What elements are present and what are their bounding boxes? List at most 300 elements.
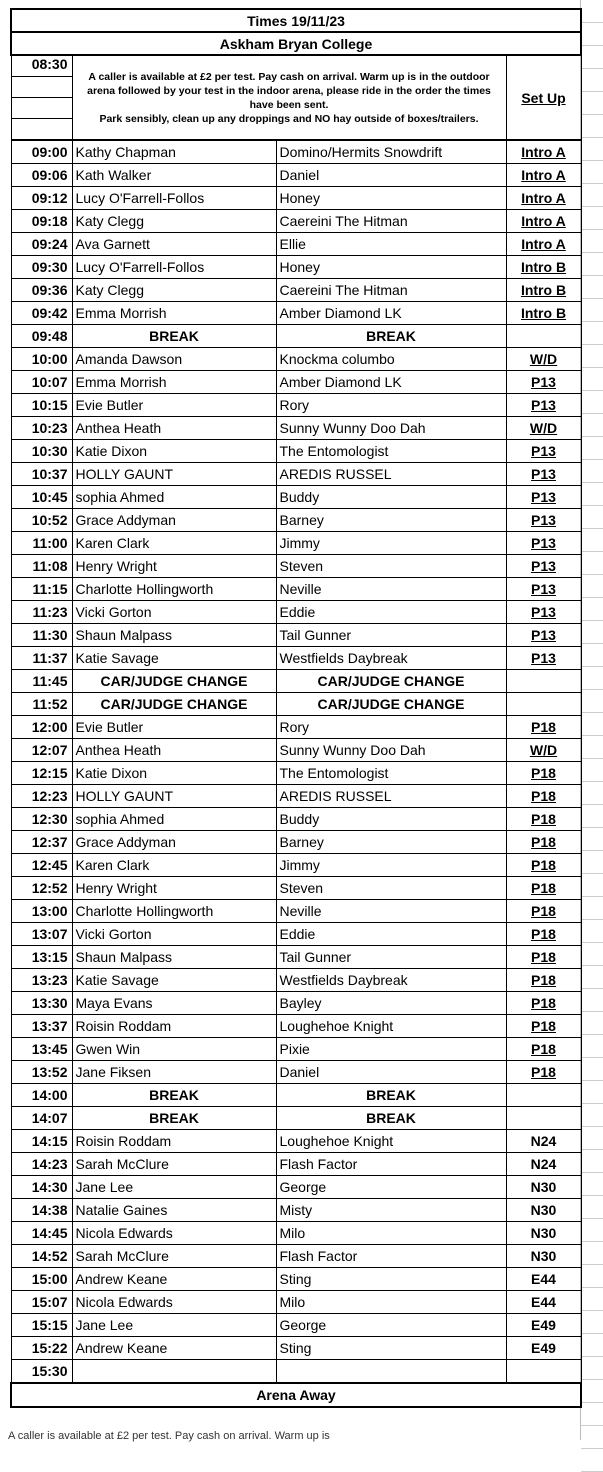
table-row <box>11 164 581 187</box>
rider-cell: Roisin Roddam <box>72 1015 276 1038</box>
table-row <box>11 440 581 463</box>
cut-off-footer-text: A caller is available at £2 per test. Pay cash on arrival. Warm up is <box>8 1430 330 1442</box>
table-row <box>11 854 581 877</box>
time-cell: 09:06 <box>11 164 72 187</box>
time-cell: 10:52 <box>11 509 72 532</box>
grid-line <box>581 92 603 115</box>
test-cell: P13 <box>506 624 581 647</box>
rider-cell: Jane Fiksen <box>72 1061 276 1084</box>
test-cell: Intro B <box>506 302 581 325</box>
time-cell: 12:45 <box>11 854 72 877</box>
horse-cell: Barney <box>276 831 506 854</box>
grid-line <box>581 966 603 989</box>
horse-cell: Buddy <box>276 808 506 831</box>
intro-spacer-cell <box>11 98 72 119</box>
horse-cell: Ellie <box>276 233 506 256</box>
rider-cell: Sarah McClure <box>72 1245 276 1268</box>
grid-line <box>581 1173 603 1196</box>
rider-cell: Karen Clark <box>72 532 276 555</box>
horse-cell: Flash Factor <box>276 1153 506 1176</box>
grid-line <box>581 1265 603 1288</box>
table-row <box>11 762 581 785</box>
test-cell <box>506 1360 581 1384</box>
horse-cell: AREDIS RUSSEL <box>276 463 506 486</box>
test-cell: P18 <box>506 831 581 854</box>
time-cell: 13:00 <box>11 900 72 923</box>
time-cell: 14:30 <box>11 1176 72 1199</box>
horse-cell: Bayley <box>276 992 506 1015</box>
test-cell: P13 <box>506 440 581 463</box>
test-cell: W/D <box>506 417 581 440</box>
horse-cell: George <box>276 1314 506 1337</box>
test-cell: P13 <box>506 463 581 486</box>
test-cell: Intro B <box>506 279 581 302</box>
rider-cell: Katie Savage <box>72 647 276 670</box>
rider-cell: Katie Dixon <box>72 440 276 463</box>
rider-cell: Kath Walker <box>72 164 276 187</box>
intro-time: 08:30 <box>11 55 72 77</box>
rider-cell: Emma Morrish <box>72 302 276 325</box>
test-cell: E49 <box>506 1314 581 1337</box>
grid-line <box>581 874 603 897</box>
grid-line <box>581 805 603 828</box>
table-row <box>11 532 581 555</box>
table-row <box>11 693 581 716</box>
test-cell: E44 <box>506 1268 581 1291</box>
test-cell: P18 <box>506 785 581 808</box>
date-title: Times 19/11/23 <box>11 9 581 32</box>
horse-cell: Daniel <box>276 164 506 187</box>
table-row <box>11 371 581 394</box>
test-cell: P13 <box>506 578 581 601</box>
grid-line <box>581 713 603 736</box>
test-cell: P13 <box>506 371 581 394</box>
time-cell: 12:07 <box>11 739 72 762</box>
table-row <box>11 900 581 923</box>
time-cell: 13:30 <box>11 992 72 1015</box>
notice-line-2: Park sensibly, clean up any droppings and NO hay outside of boxes/trailers. <box>99 112 479 125</box>
time-cell: 14:00 <box>11 1084 72 1107</box>
test-cell: N30 <box>506 1176 581 1199</box>
time-cell: 12:52 <box>11 877 72 900</box>
test-cell: P13 <box>506 601 581 624</box>
horse-cell: George <box>276 1176 506 1199</box>
time-cell: 11:23 <box>11 601 72 624</box>
grid-line <box>581 1449 603 1472</box>
table-row <box>11 1245 581 1268</box>
horse-cell: Daniel <box>276 1061 506 1084</box>
table-row <box>11 325 581 348</box>
rider-cell: Lucy O'Farrell-Follos <box>72 256 276 279</box>
rider-cell: Charlotte Hollingworth <box>72 900 276 923</box>
test-cell: P13 <box>506 647 581 670</box>
time-cell: 13:15 <box>11 946 72 969</box>
grid-line <box>581 322 603 345</box>
time-cell: 10:15 <box>11 394 72 417</box>
table-row <box>11 969 581 992</box>
time-cell: 09:00 <box>11 140 72 164</box>
horse-cell: Steven <box>276 877 506 900</box>
horse-cell: Neville <box>276 900 506 923</box>
table-row <box>11 140 581 164</box>
rider-cell: Karen Clark <box>72 854 276 877</box>
grid-line <box>581 1081 603 1104</box>
time-cell: 09:30 <box>11 256 72 279</box>
table-row <box>11 233 581 256</box>
test-cell: Intro A <box>506 140 581 164</box>
time-cell: 12:30 <box>11 808 72 831</box>
grid-line <box>581 1035 603 1058</box>
time-cell: 14:07 <box>11 1107 72 1130</box>
test-cell: Intro A <box>506 187 581 210</box>
rider-cell: Vicki Gorton <box>72 601 276 624</box>
horse-cell: Sunny Wunny Doo Dah <box>276 739 506 762</box>
horse-cell: The Entomologist <box>276 440 506 463</box>
horse-cell: Sting <box>276 1268 506 1291</box>
grid-line <box>581 506 603 529</box>
test-cell <box>506 693 581 716</box>
horse-cell: Rory <box>276 394 506 417</box>
intro-spacer-cell <box>11 119 72 141</box>
horse-cell: Sunny Wunny Doo Dah <box>276 417 506 440</box>
rider-cell: Sarah McClure <box>72 1153 276 1176</box>
time-cell: 11:52 <box>11 693 72 716</box>
grid-line <box>581 115 603 138</box>
horse-cell: Eddie <box>276 923 506 946</box>
rider-cell: Gwen Win <box>72 1038 276 1061</box>
test-cell <box>506 670 581 693</box>
grid-line <box>581 138 603 161</box>
test-cell: P18 <box>506 946 581 969</box>
grid-line <box>581 207 603 230</box>
horse-cell: Eddie <box>276 601 506 624</box>
time-cell: 11:45 <box>11 670 72 693</box>
time-cell: 14:38 <box>11 1199 72 1222</box>
rider-cell: Amanda Dawson <box>72 348 276 371</box>
grid-line <box>581 1196 603 1219</box>
grid-line <box>581 1058 603 1081</box>
test-cell: N30 <box>506 1199 581 1222</box>
grid-line <box>581 276 603 299</box>
time-cell: 11:08 <box>11 555 72 578</box>
test-cell: P13 <box>506 486 581 509</box>
horse-cell: Honey <box>276 256 506 279</box>
grid-line <box>581 782 603 805</box>
grid-line <box>581 161 603 184</box>
rider-cell <box>72 1360 276 1384</box>
test-cell: W/D <box>506 348 581 371</box>
time-cell: 14:23 <box>11 1153 72 1176</box>
time-cell: 14:15 <box>11 1130 72 1153</box>
grid-line <box>581 851 603 874</box>
test-cell: N30 <box>506 1245 581 1268</box>
test-cell: P18 <box>506 900 581 923</box>
table-row <box>11 279 581 302</box>
test-cell: Intro A <box>506 164 581 187</box>
horse-cell: Milo <box>276 1222 506 1245</box>
horse-cell: Rory <box>276 716 506 739</box>
table-row <box>11 624 581 647</box>
time-cell: 15:15 <box>11 1314 72 1337</box>
test-cell: P18 <box>506 877 581 900</box>
time-cell: 13:45 <box>11 1038 72 1061</box>
rider-cell: Katy Clegg <box>72 279 276 302</box>
table-row <box>11 1015 581 1038</box>
horse-cell: Flash Factor <box>276 1245 506 1268</box>
grid-line <box>581 1311 603 1334</box>
rider-cell: Grace Addyman <box>72 831 276 854</box>
grid-line <box>581 759 603 782</box>
horse-cell: AREDIS RUSSEL <box>276 785 506 808</box>
time-cell: 15:22 <box>11 1337 72 1360</box>
rider-cell: Roisin Roddam <box>72 1130 276 1153</box>
grid-line <box>581 1334 603 1357</box>
rider-cell: Lucy O'Farrell-Follos <box>72 187 276 210</box>
rider-cell: Katie Dixon <box>72 762 276 785</box>
table-row <box>11 187 581 210</box>
table-row <box>11 578 581 601</box>
rider-cell: Andrew Keane <box>72 1337 276 1360</box>
time-cell: 13:07 <box>11 923 72 946</box>
horse-cell: Domino/Hermits Snowdrift <box>276 140 506 164</box>
grid-line <box>581 368 603 391</box>
time-cell: 09:12 <box>11 187 72 210</box>
grid-line <box>581 1403 603 1426</box>
test-cell: P18 <box>506 854 581 877</box>
grid-line <box>581 621 603 644</box>
spreadsheet-grid-edge <box>580 0 603 1440</box>
rider-cell: BREAK <box>72 325 276 348</box>
grid-line <box>581 989 603 1012</box>
rider-cell: CAR/JUDGE CHANGE <box>72 670 276 693</box>
table-row <box>11 923 581 946</box>
rider-cell: Evie Butler <box>72 716 276 739</box>
rider-cell: Maya Evans <box>72 992 276 1015</box>
rider-cell: Henry Wright <box>72 555 276 578</box>
horse-cell: Jimmy <box>276 854 506 877</box>
horse-cell: Barney <box>276 509 506 532</box>
horse-cell: Sting <box>276 1337 506 1360</box>
test-cell: P13 <box>506 509 581 532</box>
grid-line <box>581 1219 603 1242</box>
rider-cell: Andrew Keane <box>72 1268 276 1291</box>
rider-cell: Shaun Malpass <box>72 624 276 647</box>
time-cell: 10:07 <box>11 371 72 394</box>
horse-cell: Caereini The Hitman <box>276 210 506 233</box>
table-row <box>11 647 581 670</box>
time-cell: 14:45 <box>11 1222 72 1245</box>
rider-cell: BREAK <box>72 1084 276 1107</box>
rider-cell: Ava Garnett <box>72 233 276 256</box>
table-row <box>11 1153 581 1176</box>
test-cell: W/D <box>506 739 581 762</box>
table-row <box>11 555 581 578</box>
test-cell <box>506 325 581 348</box>
time-cell: 11:00 <box>11 532 72 555</box>
time-cell: 13:52 <box>11 1061 72 1084</box>
rider-cell: Nicola Edwards <box>72 1291 276 1314</box>
table-row <box>11 601 581 624</box>
table-row <box>11 1107 581 1130</box>
grid-line <box>581 0 603 23</box>
horse-cell: Jimmy <box>276 532 506 555</box>
rider-cell: Jane Lee <box>72 1176 276 1199</box>
table-row <box>11 463 581 486</box>
time-cell: 14:52 <box>11 1245 72 1268</box>
table-row <box>11 302 581 325</box>
rider-cell: sophia Ahmed <box>72 486 276 509</box>
grid-line <box>581 437 603 460</box>
horse-cell: Milo <box>276 1291 506 1314</box>
test-cell: E44 <box>506 1291 581 1314</box>
rider-cell: sophia Ahmed <box>72 808 276 831</box>
table-row <box>11 946 581 969</box>
time-cell: 10:30 <box>11 440 72 463</box>
grid-line <box>581 1150 603 1173</box>
table-row <box>11 1084 581 1107</box>
rider-cell: CAR/JUDGE CHANGE <box>72 693 276 716</box>
grid-line <box>581 1288 603 1311</box>
table-row <box>11 417 581 440</box>
time-cell: 15:07 <box>11 1291 72 1314</box>
grid-line <box>581 897 603 920</box>
grid-line <box>581 1380 603 1403</box>
table-row <box>11 1360 581 1384</box>
table-row <box>11 1176 581 1199</box>
grid-line <box>581 230 603 253</box>
horse-cell: Neville <box>276 578 506 601</box>
table-row <box>11 1130 581 1153</box>
notice-line-1: A caller is available at £2 per test. Pay cash on arrival. Warm up is in the outdoor arena followed by your test in the indoor arena, please ride in the order the times have been sent. <box>87 70 491 111</box>
rider-cell: Vicki Gorton <box>72 923 276 946</box>
grid-line <box>581 23 603 46</box>
horse-cell: Caereini The Hitman <box>276 279 506 302</box>
rider-cell: Grace Addyman <box>72 509 276 532</box>
horse-cell: Amber Diamond LK <box>276 302 506 325</box>
rider-cell: Katie Savage <box>72 969 276 992</box>
time-cell: 13:37 <box>11 1015 72 1038</box>
table-row <box>11 1268 581 1291</box>
time-cell: 09:24 <box>11 233 72 256</box>
time-cell: 12:15 <box>11 762 72 785</box>
grid-line <box>581 253 603 276</box>
title-row <box>11 9 581 32</box>
rider-cell: Charlotte Hollingworth <box>72 578 276 601</box>
rider-cell: Emma Morrish <box>72 371 276 394</box>
rider-cell: Natalie Gaines <box>72 1199 276 1222</box>
table-row <box>11 210 581 233</box>
horse-cell: CAR/JUDGE CHANGE <box>276 670 506 693</box>
table-row <box>11 831 581 854</box>
test-cell: P18 <box>506 969 581 992</box>
grid-line <box>581 828 603 851</box>
table-row <box>11 1314 581 1337</box>
footer-row <box>11 1383 581 1407</box>
horse-cell: CAR/JUDGE CHANGE <box>276 693 506 716</box>
grid-line <box>581 184 603 207</box>
grid-line <box>581 943 603 966</box>
rider-cell: Evie Butler <box>72 394 276 417</box>
table-row <box>11 1222 581 1245</box>
horse-cell: Steven <box>276 555 506 578</box>
rider-cell: Shaun Malpass <box>72 946 276 969</box>
time-cell: 11:37 <box>11 647 72 670</box>
rider-cell: Jane Lee <box>72 1314 276 1337</box>
table-row <box>11 739 581 762</box>
table-row <box>11 992 581 1015</box>
test-cell: P18 <box>506 1015 581 1038</box>
grid-line <box>581 46 603 69</box>
test-cell: N24 <box>506 1130 581 1153</box>
rider-cell: Kathy Chapman <box>72 140 276 164</box>
table-row <box>11 670 581 693</box>
table-row <box>11 394 581 417</box>
rider-cell: Katy Clegg <box>72 210 276 233</box>
grid-line <box>581 69 603 92</box>
table-row <box>11 808 581 831</box>
table-row <box>11 1038 581 1061</box>
table-row <box>11 1199 581 1222</box>
horse-cell: Tail Gunner <box>276 624 506 647</box>
table-row <box>11 1291 581 1314</box>
intro-spacer-cell <box>11 77 72 98</box>
rider-cell: BREAK <box>72 1107 276 1130</box>
table-row <box>11 716 581 739</box>
test-cell: P18 <box>506 992 581 1015</box>
test-cell: P18 <box>506 808 581 831</box>
test-cell: P13 <box>506 532 581 555</box>
grid-line <box>581 736 603 759</box>
setup-header: Set Up <box>506 55 581 140</box>
test-cell: P18 <box>506 1038 581 1061</box>
grid-line <box>581 460 603 483</box>
grid-line <box>581 391 603 414</box>
horse-cell: Amber Diamond LK <box>276 371 506 394</box>
grid-line <box>581 552 603 575</box>
horse-cell <box>276 1360 506 1384</box>
time-cell: 15:30 <box>11 1360 72 1384</box>
grid-line <box>581 1104 603 1127</box>
grid-line <box>581 414 603 437</box>
time-cell: 10:45 <box>11 486 72 509</box>
test-cell: E49 <box>506 1337 581 1360</box>
horse-cell: Knockma columbo <box>276 348 506 371</box>
grid-line <box>581 299 603 322</box>
table-row <box>11 348 581 371</box>
time-cell: 15:00 <box>11 1268 72 1291</box>
horse-cell: Honey <box>276 187 506 210</box>
horse-cell: Loughehoe Knight <box>276 1015 506 1038</box>
time-cell: 09:18 <box>11 210 72 233</box>
horse-cell: BREAK <box>276 1107 506 1130</box>
test-cell: P18 <box>506 1061 581 1084</box>
grid-line <box>581 345 603 368</box>
table-row <box>11 877 581 900</box>
grid-line <box>581 1426 603 1449</box>
test-cell: Intro B <box>506 256 581 279</box>
grid-line <box>581 644 603 667</box>
test-cell: P13 <box>506 394 581 417</box>
horse-cell: Pixie <box>276 1038 506 1061</box>
grid-line <box>581 575 603 598</box>
intro-row <box>11 55 581 77</box>
test-cell <box>506 1084 581 1107</box>
horse-cell: The Entomologist <box>276 762 506 785</box>
rider-cell: HOLLY GAUNT <box>72 785 276 808</box>
grid-line <box>581 483 603 506</box>
test-cell: P13 <box>506 555 581 578</box>
rider-cell: HOLLY GAUNT <box>72 463 276 486</box>
